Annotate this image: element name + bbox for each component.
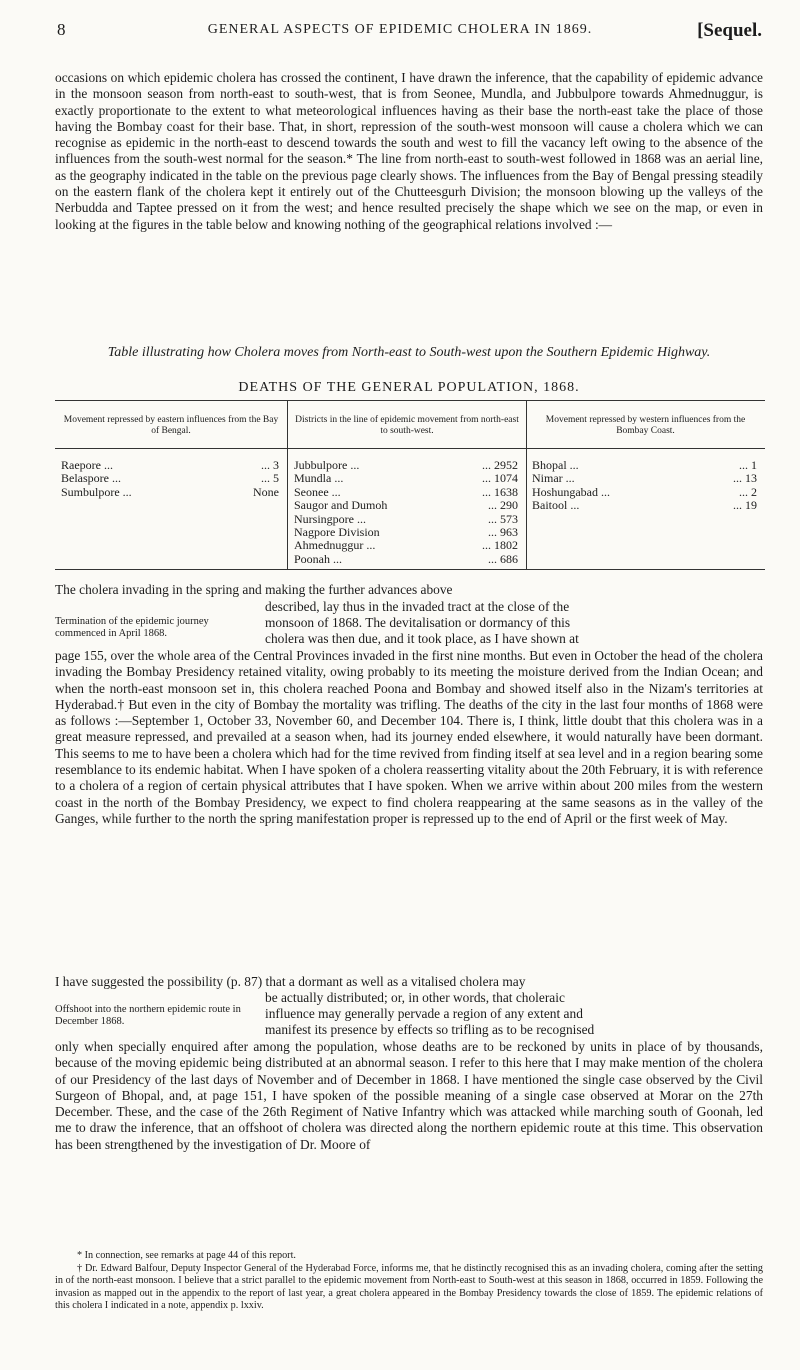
table-row: Hoshungabad ... ... 2 bbox=[532, 484, 757, 499]
running-title: GENERAL ASPECTS OF EPIDEMIC CHOLERA IN 1869. bbox=[207, 22, 593, 37]
table-column-east bbox=[55, 401, 287, 569]
table-row: Nursingpore ... ... 573 bbox=[294, 511, 518, 526]
table-caption: Table illustrating how Cholera moves from North-east to South-west upon the Southern Epidemic Highway. bbox=[107, 345, 711, 360]
table-row: Baitool ... ... 19 bbox=[532, 498, 757, 513]
table-row: Seonee ... ... 1638 bbox=[294, 484, 518, 499]
table-row: Saugor and Dumoh ... 290 bbox=[294, 498, 518, 513]
paragraph-2-rest: page 155, over the whole area of the Central Provinces invaded in the first nine months. But even in October the head of the cholera invading the Bombay Presidency retained vitality, owing probably to its meeting the moisture derived from the Indian Ocean; and when the north-east monsoon set in, this cholera reached Poona and Bombay and showed itself also in the Nizam's territories at Hyderabad.† But even in the city of Bombay the mortality was trifling. The deaths of the city in the last four months of 1868 were as follows :—September 1, October 33, November 60, and December 104. There is, I think, little doubt that this cholera was in a great measure repressed, and prevailed at a season when, had its journey ended elsewhere, it would naturally have been dormant. This seems to me to have been a cholera which had for the time revived from finding itself at sea level and in a region bearing some resemblance to its endemic habitat. When I have spoken of a cholera reasserting vitality about the 20th February, it is with reference to a cholera of a region of certain physical attributes that I have spoken. When we arrive within about 200 miles from the western coast in the north of the Bombay Presidency, we expect to find cholera reappearing at the same seasons as in the valley of the Ganges, while further to the north the spring manifestation proper is repressed up to the end of April or the first week of May. bbox=[55, 648, 763, 826]
sequel-marker: [Sequel. bbox=[697, 20, 762, 41]
table-row: Belaspore ... ... 5 bbox=[61, 471, 279, 486]
column-header-east: Movement repressed by eastern influences from the Bay of Bengal. bbox=[63, 415, 279, 436]
table-row: Sumbulpore ... None bbox=[61, 484, 279, 499]
page-number: 8 bbox=[57, 20, 66, 39]
table-row: Raepore ... ... 3 bbox=[61, 458, 279, 472]
table-row: Bhopal ... ... 1 bbox=[532, 458, 757, 472]
paragraph-2-line-2: described, lay thus in the invaded tract at the close of the bbox=[265, 599, 570, 614]
footnotes bbox=[55, 1250, 763, 1313]
footnote: † Dr. Edward Balfour, Deputy Inspector General of the Hyderabad Force, informs me, that he distinctly recognised this as an invading cholera, coming after the setting in of the north-east monsoon. I believe that a strict parallel to the epidemic movement from North-east to South-west at this season in 1868, occurred in 1859. Following the invasion as mapped out in the appendix to the report of last year, a great cholera appeared in the Bombay Presidency towards the close of 1859. The epidemic relations of this cholera I indicated in a note, appendix p. lxxiv. bbox=[55, 1262, 763, 1312]
paragraph-3-line-4: manifest its presence by effects so trifling as to be recognised bbox=[265, 1022, 595, 1037]
table-row: Mundla ... ... 1074 bbox=[294, 471, 518, 486]
table-row: Nimar ... ... 13 bbox=[532, 471, 757, 486]
paragraph-3-rest: only when specially enquired after among the population, whose deaths are to be reckoned by units in place of by thousands, because of the moving epidemic being distributed at an abnormal season. I refer to this here that I may make mention of the cholera of our Presidency of the last days of November and of December in 1868. I have mentioned the single case observed by the Civil Surgeon of Bhopal, and, at page 151, I have spoken of the possible meaning of a single case observed at Morar on the 27th December. These, and the case of the 26th Regiment of Native Infantry which was attacked while marching south of Goonah, led me to draw the inference, that an offshoot of cholera was directed along the northern epidemic route at this time. This observation has been strengthened by the investigation of Dr. Moore of bbox=[55, 1039, 763, 1152]
paragraph-2-line-3: monsoon of 1868. The devitalisation or dormancy of this bbox=[265, 615, 571, 630]
paragraph-1: occasions on which epidemic cholera has crossed the continent, I have drawn the inference, that the capability of epidemic advance in the monsoon season from north-east to south-west, that is from Seonee, Mundla, and Jubbulpore towards Ahmednuggur, is exactly proportionate to the extent to what meteorological influences having as their base the north-east take the place of those having the Bombay coast for their base. That, in short, repression of the south-west monsoon will cause a cholera which we can recognise as epidemic in the north-east to descend towards the south and west to fill the vacancy left owing to the absence of the influences from the south-west normal for the season.* The line from north-east to south-west followed in 1868 was an aerial line, as the geography indicated in the table on the previous page clearly shows. The influences from the Bay of Bengal pressing steadily on the eastern flank of the cholera kept it entirely out of the Chutteesgurh Division; the monsoon blowing up the valleys of the Nerbudda and Taptee pressed on it from the west; and hence resulted precisely the shape which we see on the map, or even in looking at the figures in the table below and knowing nothing of the geographical relations involved :— bbox=[55, 70, 763, 232]
margin-note-offshoot: Offshoot into the northern epidemic route in December 1868. bbox=[55, 1004, 241, 1027]
deaths-table bbox=[55, 400, 765, 570]
paragraph-2-line-1: The cholera invading in the spring and making the further advances above bbox=[55, 582, 453, 597]
table-subtitle: DEATHS OF THE GENERAL POPULATION, 1868. bbox=[238, 380, 580, 395]
table-row: Ahmednuggur ... ... 1802 bbox=[294, 538, 518, 553]
table-row: Nagpore Division ... 963 bbox=[294, 525, 518, 540]
table-column-west bbox=[526, 401, 765, 569]
running-head bbox=[0, 20, 800, 50]
footnote: * In connection, see remarks at page 44 of this report. bbox=[77, 1250, 296, 1261]
paragraph-3-line-3: influence may generally pervade a region of any extent and bbox=[265, 1006, 583, 1021]
table-row: Poonah ... ... 686 bbox=[294, 551, 518, 566]
column-header-line: Districts in the line of epidemic movement from north-east to south-west. bbox=[295, 415, 519, 436]
paragraph-3-line-2: be actually distributed; or, in other words, that choleraic bbox=[265, 990, 565, 1005]
margin-note-termination: Termination of the epidemic journey commenced in April 1868. bbox=[55, 616, 209, 639]
paragraph-3-line-1: I have suggested the possibility (p. 87) that a dormant as well as a vitalised cholera may bbox=[55, 974, 526, 989]
table-column-line bbox=[287, 401, 527, 569]
column-header-west: Movement repressed by western influences from the Bombay Coast. bbox=[545, 415, 746, 436]
table-row: Jubbulpore ... ... 2952 bbox=[294, 458, 518, 472]
paragraph-2-line-4: cholera was then due, and it took place, as I have shown at bbox=[265, 631, 579, 646]
